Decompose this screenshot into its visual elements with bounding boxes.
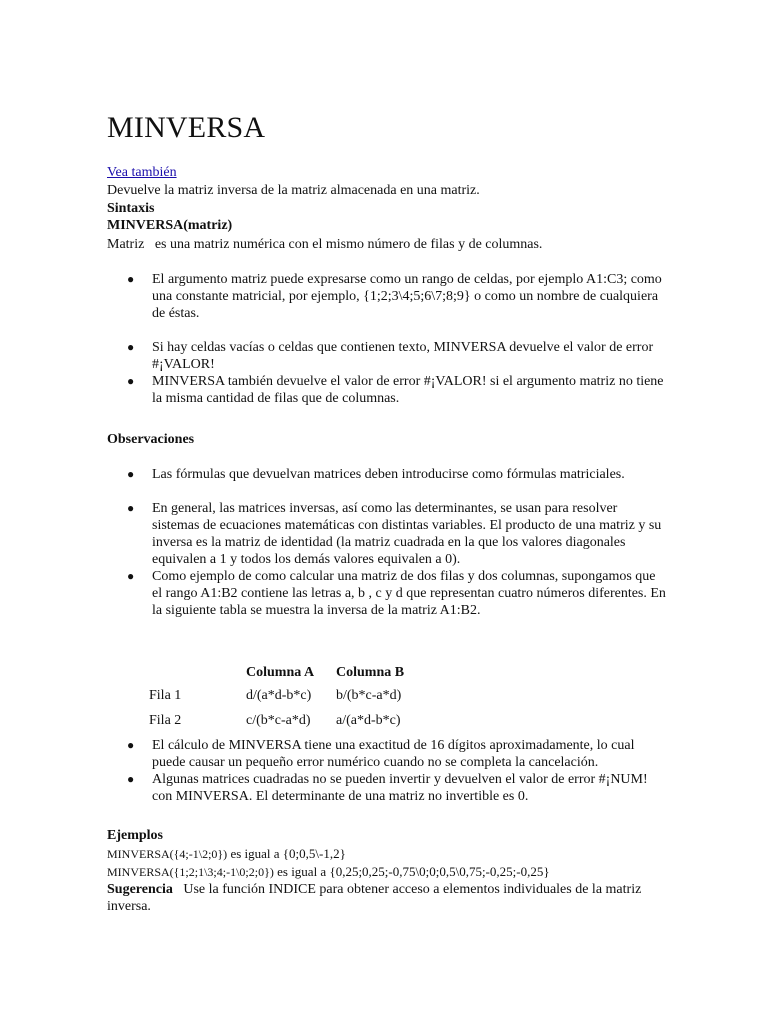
table-header-row bbox=[143, 661, 442, 683]
bullet-icon: ● bbox=[127, 272, 135, 286]
table-cell: b/(b*c-a*d) bbox=[336, 688, 402, 703]
list-item: ● El argumento matriz puede expresarse como un rango de celdas, por ejemplo A1:C3; como una constante matricial, por ejemplo, {1;2;3\4;5;6\7;8;9} o como un nombre de cualquiera de éstas. bbox=[127, 272, 662, 321]
bullet-icon: ● bbox=[127, 340, 135, 354]
example-result: es igual a {0,25;0,25;-0,75\0;0;0,5\0,75;-0,25;-0,25} bbox=[273, 864, 550, 879]
argument-description: es una matriz numérica con el mismo número de filas y de columnas. bbox=[154, 237, 543, 252]
argument-line bbox=[107, 236, 542, 253]
table-cell: Fila 2 bbox=[149, 713, 182, 728]
table-row bbox=[143, 708, 442, 733]
examples-heading: Ejemplos bbox=[107, 828, 163, 843]
observations-heading: Observaciones bbox=[107, 432, 195, 447]
argument-name: Matriz bbox=[107, 237, 145, 252]
list-item: ● Si hay celdas vacías o celdas que contienen texto, MINVERSA devuelve el valor de error #¡VALOR! bbox=[127, 340, 654, 372]
table-row bbox=[143, 683, 442, 708]
syntax-function: MINVERSA bbox=[107, 218, 184, 233]
syntax-heading: Sintaxis bbox=[107, 201, 155, 216]
list-item: ● En general, las matrices inversas, así como las determinantes, se usan para resolver sistemas de ecuaciones matemáticas con distintas variables. El producto de una matriz y su inversa es la matriz de identidad (la matriz cuadrada en la que los valores diagonales equivalen a 1 y todos los demás valores equivalen a 0). bbox=[127, 501, 662, 567]
example-line bbox=[107, 863, 550, 881]
table-cell: Fila 1 bbox=[149, 688, 182, 703]
syntax-argument: (matriz) bbox=[183, 218, 233, 233]
example-formula: MINVERSA({1;2;1\3;4;-1\0;2;0}) bbox=[107, 865, 274, 879]
table-cell: d/(a*d-b*c) bbox=[246, 688, 312, 703]
tip-label: Sugerencia bbox=[107, 882, 173, 897]
table-header-cell: Columna A bbox=[246, 664, 315, 680]
observations-bullet-list bbox=[107, 466, 667, 619]
bullet-icon: ● bbox=[127, 772, 135, 786]
observations-bullet-list-2 bbox=[107, 737, 667, 805]
bullet-icon: ● bbox=[127, 569, 135, 583]
syntax-line bbox=[107, 217, 232, 234]
bullet-icon: ● bbox=[127, 374, 135, 388]
tip-paragraph bbox=[107, 881, 667, 915]
table-cell: a/(a*d-b*c) bbox=[336, 713, 401, 728]
tip-text: Use la función INDICE para obtener acceso a elementos individuales de la matriz inversa. bbox=[107, 882, 642, 914]
table-header-cell: Columna B bbox=[336, 664, 405, 680]
see-also-link[interactable]: Vea también bbox=[107, 165, 177, 180]
table-header-cell bbox=[143, 661, 246, 683]
table-cell: c/(b*c-a*d) bbox=[246, 713, 311, 728]
list-item: ● Las fórmulas que devuelvan matrices deben introducirse como fórmulas matriciales. bbox=[127, 467, 625, 482]
inverse-matrix-table bbox=[143, 661, 442, 733]
description-text: Devuelve la matriz inversa de la matriz almacenada en una matriz. bbox=[107, 183, 480, 198]
example-formula: MINVERSA({4;-1\2;0}) bbox=[107, 847, 228, 861]
bullet-icon: ● bbox=[127, 467, 135, 481]
bullet-icon: ● bbox=[127, 501, 135, 515]
example-line bbox=[107, 845, 346, 863]
list-item: ● MINVERSA también devuelve el valor de error #¡VALOR! si el argumento matriz no tiene la misma cantidad de filas que de columnas. bbox=[127, 374, 664, 406]
page-title: MINVERSA bbox=[107, 111, 266, 144]
example-result: es igual a {0;0,5\-1,2} bbox=[227, 846, 346, 861]
list-item: ● Algunas matrices cuadradas no se pueden invertir y devuelven el valor de error #¡NUM! con MINVERSA. El determinante de una matriz no invertible es 0. bbox=[127, 772, 648, 804]
list-item: ● Como ejemplo de como calcular una matriz de dos filas y dos columnas, supongamos que el rango A1:B2 contiene las letras a, b , c y d que representan cuatro números diferentes. En la siguiente tabla se muestra la inversa de la matriz A1:B2. bbox=[127, 569, 666, 618]
bullet-icon: ● bbox=[127, 738, 135, 752]
argument-bullet-list bbox=[107, 271, 667, 407]
list-item: ● El cálculo de MINVERSA tiene una exactitud de 16 dígitos aproximadamente, lo cual puede causar un pequeño error numérico cuando no se completa la cancelación. bbox=[127, 738, 635, 770]
